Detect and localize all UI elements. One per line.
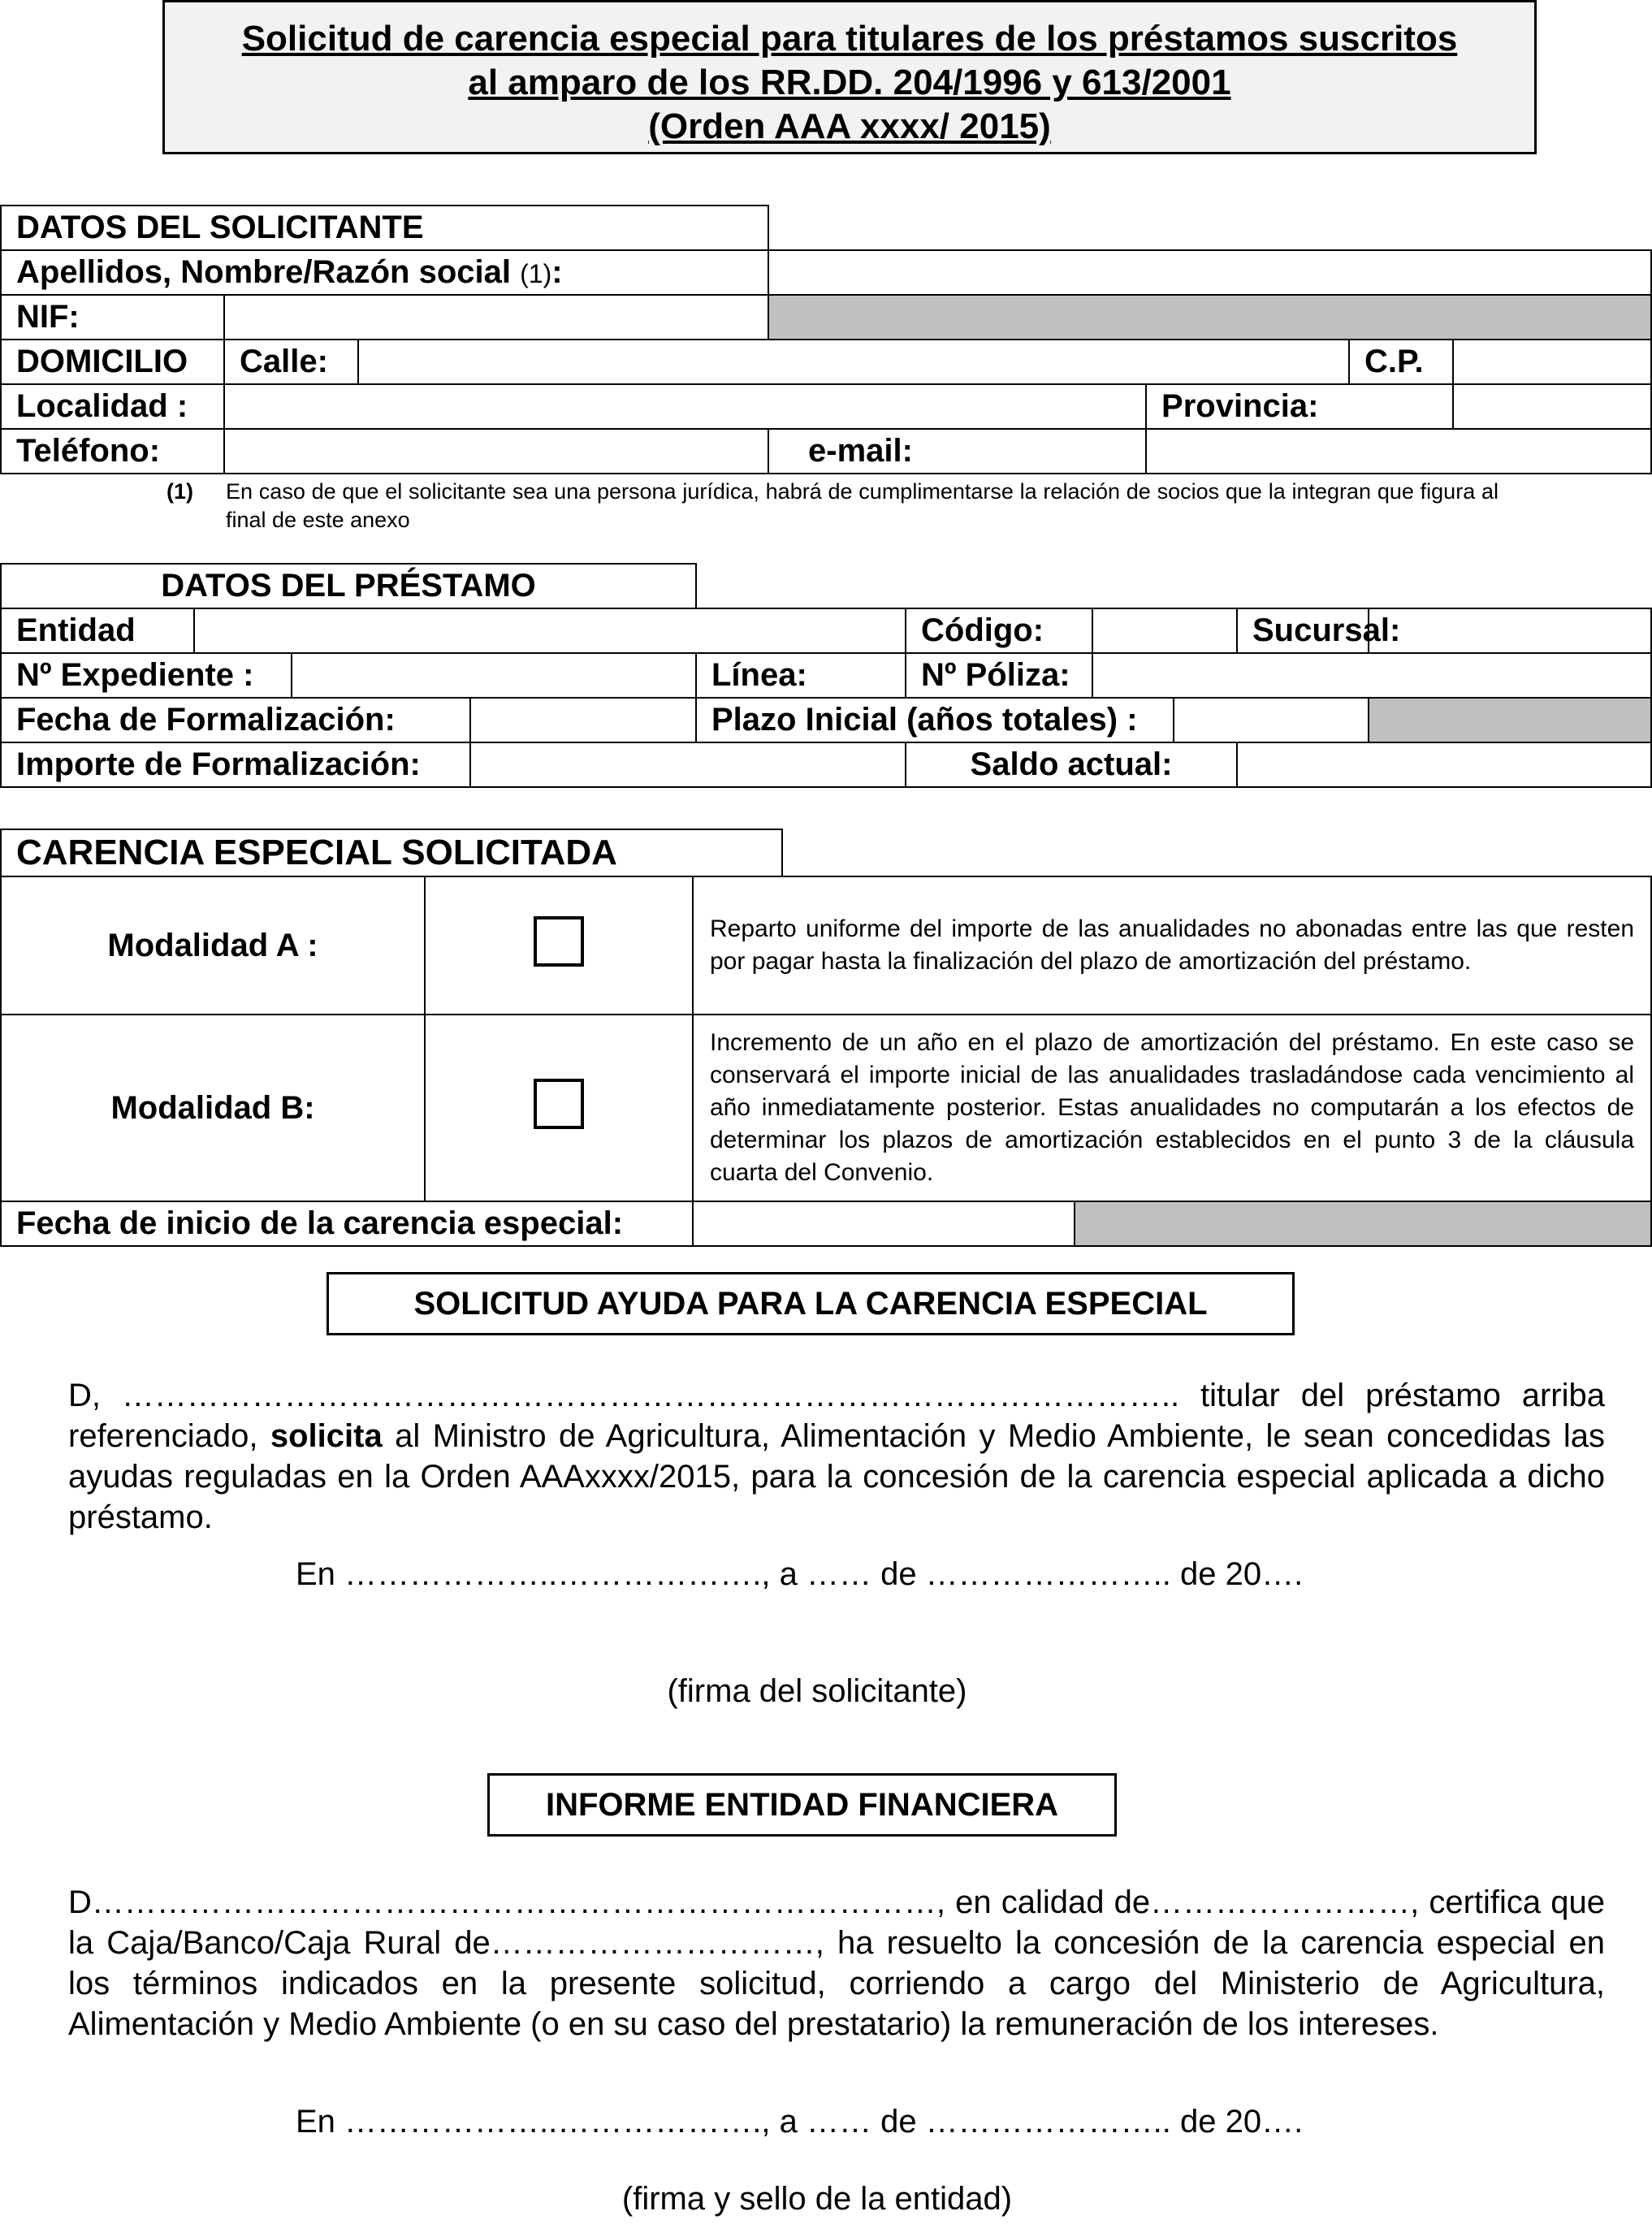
domicilio-label: DOMICILIO [1, 340, 224, 384]
linea-label: Línea: [696, 653, 906, 698]
apellidos-label [1, 250, 768, 295]
email-label: e-mail: [768, 429, 1146, 474]
modalidad-b-checkbox-cell [425, 1015, 693, 1201]
importe-formalizacion-label: Importe de Formalización: [1, 742, 470, 787]
shaded-cell [1075, 1201, 1651, 1246]
telefono-label: Teléfono: [1, 429, 224, 474]
solicitante-header: DATOS DEL SOLICITANTE [1, 206, 768, 250]
entidad-label: Entidad [1, 608, 194, 653]
modalidad-a-checkbox-cell [425, 876, 693, 1015]
informe-paragraph: D……………………………………………………………………, en calidad de……………………, certifica que la Caja/Banco/Caja Rural de…………………………, ha resuelto la concesión de la carencia especial en los términos indicados en la presente solicitud, corriendo a cargo del Ministerio de Agricultura, Alimentación y Medio Ambiente (o en su caso del prestatario) la remuneración de los intereses. [68, 1884, 1605, 2042]
fecha-formalizacion-field[interactable] [470, 698, 696, 742]
prestamo-header: DATOS DEL PRÉSTAMO [1, 564, 696, 608]
document-title-line2: al amparo de los RR.DD. 204/1996 y 613/2001 [468, 63, 1231, 102]
apellidos-colon: : [551, 254, 563, 290]
sucursal-field[interactable] [1369, 608, 1651, 653]
importe-formalizacion-field[interactable] [470, 742, 906, 787]
footnote-text: En caso de que el solicitante sea una persona jurídica, habrá de cumplimentarse la relación de socios que la integran que figura al final de este anexo [226, 479, 1498, 532]
cp-field[interactable] [1453, 340, 1651, 384]
entidad-field[interactable] [194, 608, 906, 653]
plazo-inicial-label: Plazo Inicial (años totales) : [696, 698, 1174, 742]
poliza-label: Nº Póliza: [906, 653, 1092, 698]
codigo-field[interactable] [1092, 608, 1237, 653]
provincia-label: Provincia: [1146, 384, 1453, 429]
solicitud-text-start: D, …………………………………………………………………………………….. titular del préstamo arriba referenciado, [68, 1378, 1605, 1454]
solicitante-table [0, 205, 1652, 474]
email-field[interactable] [1146, 429, 1651, 474]
firma-entidad: (firma y sello de la entidad) [621, 2181, 1013, 2217]
modalidad-b-label: Modalidad B: [1, 1015, 425, 1201]
solicitud-header-box [327, 1272, 1295, 1335]
saldo-actual-field[interactable] [1237, 742, 1651, 787]
informe-header-box [487, 1773, 1117, 1837]
footnote-ref: (1) [520, 259, 552, 288]
poliza-field[interactable] [1092, 653, 1651, 698]
shaded-cell [768, 295, 1651, 340]
modalidad-a-description: Reparto uniforme del importe de las anualidades no abonadas entre las que resten por pagar hasta la finalización del plazo de amortización del préstamo. [693, 876, 1651, 1015]
codigo-label: Código: [906, 608, 1092, 653]
solicitud-header: SOLICITUD AYUDA PARA LA CARENCIA ESPECIAL [413, 1286, 1208, 1322]
fecha-inicio-label: Fecha de inicio de la carencia especial: [1, 1201, 693, 1246]
expediente-field[interactable] [292, 653, 696, 698]
modalidad-b-checkbox[interactable] [534, 1079, 584, 1129]
carencia-header: CARENCIA ESPECIAL SOLICITADA [1, 829, 782, 876]
cp-label: C.P. [1349, 340, 1453, 384]
apellidos-label-text: Apellidos, Nombre/Razón social [16, 254, 512, 290]
document-title-line1: Solicitud de carencia especial para titulares de los préstamos suscritos [241, 19, 1458, 58]
nif-field[interactable] [224, 295, 768, 340]
fecha-formalizacion-label: Fecha de Formalización: [1, 698, 470, 742]
footnote-number: (1) [166, 479, 193, 504]
blank-area [768, 206, 1651, 250]
localidad-field[interactable] [224, 384, 1146, 429]
localidad-label: Localidad : [1, 384, 224, 429]
document-title-line3: (Orden AAA xxxx/ 2015) [648, 106, 1051, 146]
fecha-inicio-field[interactable] [693, 1201, 1075, 1246]
apellidos-field[interactable] [768, 250, 1651, 295]
calle-label: Calle: [224, 340, 358, 384]
carencia-table [0, 829, 1652, 1247]
prestamo-table [0, 563, 1652, 788]
nif-label: NIF: [1, 295, 224, 340]
firma-solicitante: (firma del solicitante) [667, 1673, 967, 1709]
solicitud-verb: solicita [270, 1418, 383, 1454]
informe-header: INFORME ENTIDAD FINANCIERA [545, 1787, 1059, 1823]
telefono-field[interactable] [224, 429, 768, 474]
expediente-label: Nº Expediente : [1, 653, 292, 698]
modalidad-a-label: Modalidad A : [1, 876, 425, 1015]
modalidad-b-description: Incremento de un año en el plazo de amortización del préstamo. En este caso se conservará el importe inicial de las anualidades trasladándose cada vencimiento al año inmediatamente posterior. Estas anualidades no computarán a los efectos de determinar los plazos de amortización establecidos en el punto 3 de la cláusula cuarta del Convenio. [693, 1015, 1651, 1201]
solicitud-place-date: En ………………..………………., a …… de ………………….. de 20…. [296, 1556, 1304, 1592]
blank-area [782, 829, 1651, 876]
modalidad-a-checkbox[interactable] [534, 916, 584, 967]
informe-place-date: En ………………..………………., a …… de ………………….. de 20…. [296, 2104, 1304, 2140]
solicitud-text-end: al Ministro de Agricultura, Alimentación y Medio Ambiente, le sean concedidas las ayudas reguladas en la Orden AAAxxxx/2015, para la concesión de la carencia especial aplicada a dicho préstamo. [68, 1418, 1605, 1535]
plazo-inicial-field[interactable] [1174, 698, 1369, 742]
document-title-box [162, 0, 1537, 154]
shaded-cell [1369, 698, 1651, 742]
solicitud-paragraph [68, 1375, 1605, 1538]
calle-field[interactable] [358, 340, 1349, 384]
sucursal-label: Sucursal: [1237, 608, 1369, 653]
provincia-field[interactable] [1453, 384, 1651, 429]
saldo-actual-label: Saldo actual: [906, 742, 1237, 787]
blank-area [696, 564, 1651, 608]
